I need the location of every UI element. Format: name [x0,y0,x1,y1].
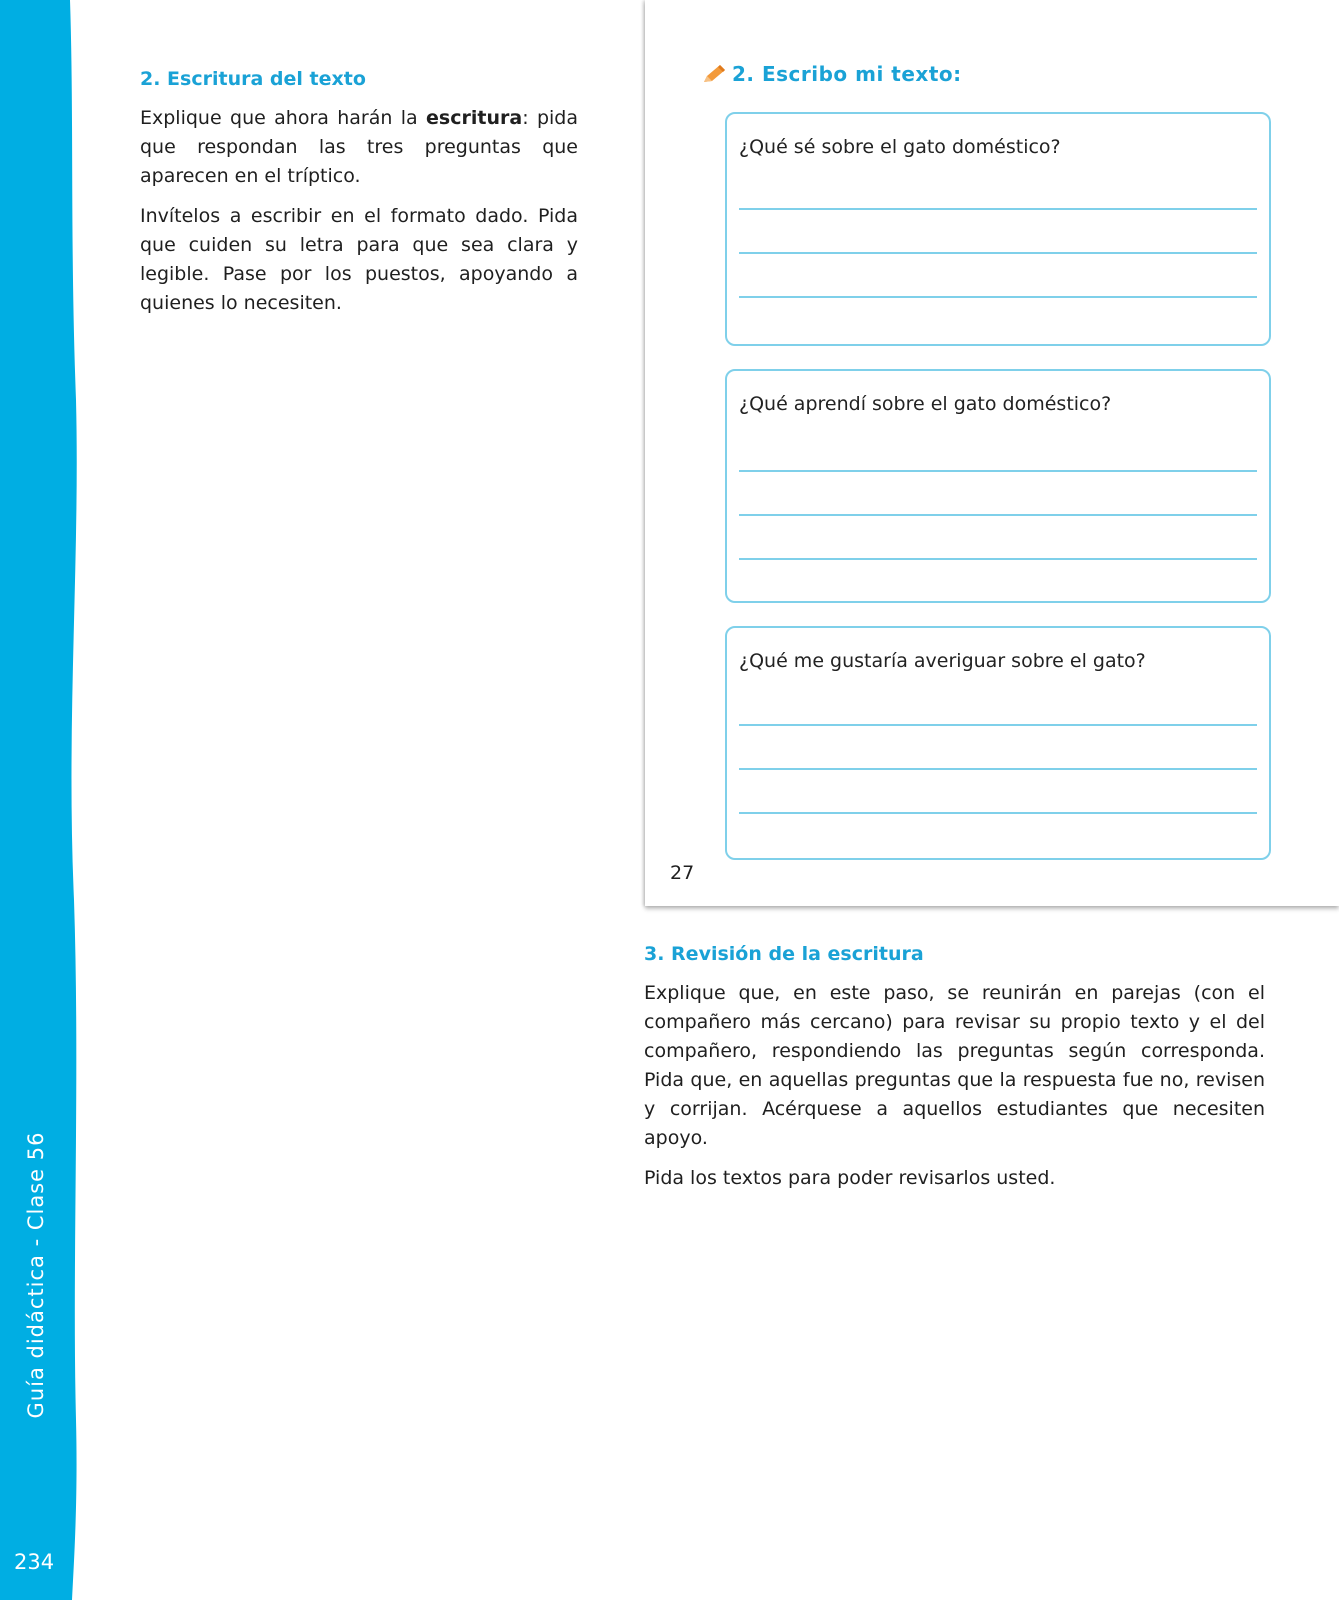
worksheet-page-number: 27 [670,862,695,884]
question-text: ¿Qué me gustaría averiguar sobre el gato? [739,650,1146,672]
answer-line [739,252,1257,254]
question-box-2 [725,369,1271,603]
answer-line [739,724,1257,726]
page-number: 234 [14,1550,55,1574]
paragraph-revision-1: Explique que, en este paso, se reunirán en parejas (con el compañero más cercano) para revisar su propio texto y el del compañero, respondiendo las preguntas según corresponda. Pida que, en aquellas preguntas que la respuesta fue no, revisen y corrijan. Acérquese a aquellos estudiantes que necesiten apoyo. [644,982,1265,1149]
question-text: ¿Qué sé sobre el gato doméstico? [739,136,1061,158]
answer-line [739,470,1257,472]
left-column [140,68,578,329]
question-box-3 [725,626,1271,860]
section-title-revision: 3. Revisión de la escritura [644,943,924,965]
paragraph-escritura-1 [140,104,578,191]
question-text: ¿Qué aprendí sobre el gato doméstico? [739,393,1112,415]
answer-line [739,514,1257,516]
paragraph-escritura-2: Invítelos a escribir en el formato dado. Pida que cuiden su letra para que sea clara y legible. Pase por los puestos, apoyando a quienes lo necesiten. [140,205,578,314]
answer-line [739,768,1257,770]
worksheet-page [645,0,1339,906]
question-box-1 [725,112,1271,346]
worksheet-title: 2. Escribo mi texto: [732,62,962,86]
sidebar-label: Guía didáctica - Clase 56 [24,1131,48,1419]
bold-term: escritura [426,107,523,129]
answer-line [739,296,1257,298]
paragraph-revision-2: Pida los textos para poder revisarlos usted. [644,1167,1056,1189]
text-span: Explique que ahora harán la [140,107,427,129]
worksheet-heading [700,62,962,86]
answer-line [739,812,1257,814]
right-column [644,943,1265,1204]
text-span: : pida que respondan las tres preguntas que aparecen en el tríptico. [140,107,578,187]
pencil-icon [700,63,728,85]
answer-line [739,558,1257,560]
answer-line [739,208,1257,210]
section-title-escritura: 2. Escritura del texto [140,68,366,90]
